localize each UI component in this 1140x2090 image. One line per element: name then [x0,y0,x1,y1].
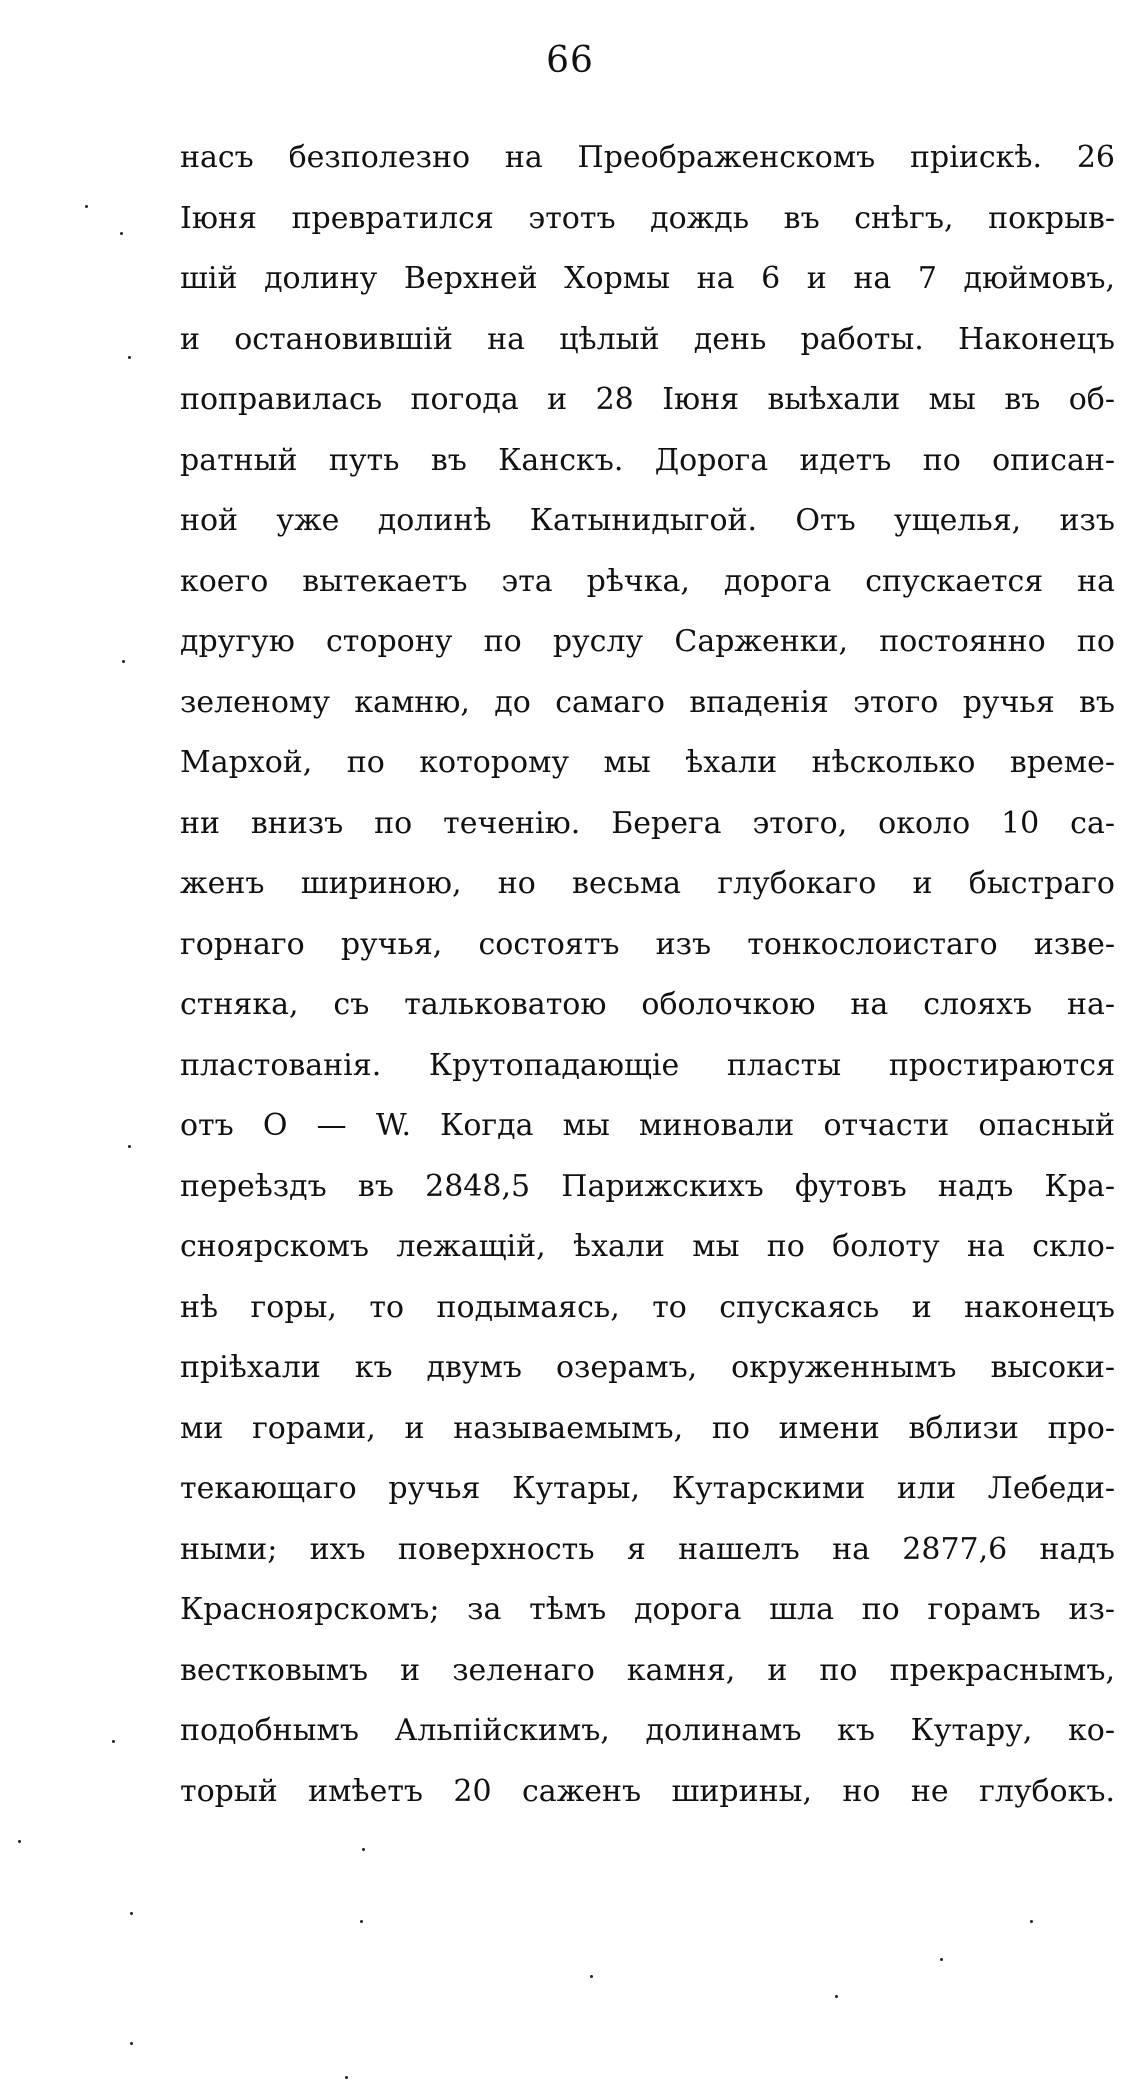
text-line: горнаго ручья, состоятъ изъ тонкослоистаго изве- [180,926,1115,962]
text-line: ратный путь въ Канскъ. Дорога идетъ по описан- [180,442,1115,478]
text-line: текающаго ручья Кутары, Кутарскими или Лебеди- [180,1471,1115,1506]
text-line: ной уже долинѣ Катынидыгой. Отъ ущелья, изъ [180,503,1115,538]
text-line: ни внизъ по теченiю. Берега этого, около 10 са- [180,805,1115,841]
text-line: торый имѣетъ 20 саженъ ширины, но не глубокъ. [180,1773,1115,1809]
scan-speck [940,1958,943,1961]
text-line: поправилась погода и 28 Iюня выѣхали мы въ об- [180,382,1115,417]
scan-speck [18,1840,21,1843]
scan-speck [85,205,88,208]
scan-speck [128,356,131,359]
scan-speck [345,2076,348,2079]
scan-speck [130,2042,133,2045]
text-line: пластованiя. Крутопадающiе пласты простираются [180,1047,1115,1083]
text-line: зеленому камню, до самаго впаденiя этого ручья въ [180,684,1115,720]
scan-speck [360,1920,363,1923]
text-line: Iюня превратился этотъ дождь въ снѣгъ, покрыв- [180,200,1115,236]
text-line: ными; ихъ поверхность я нашелъ на 2877,6 надъ [180,1531,1115,1567]
scan-speck [835,1995,838,1998]
text-line: ми горами, и называемымъ, по имени вблизи про- [180,1410,1115,1446]
text-line: сноярскомъ лежащiй, ѣхали мы по болоту на скло- [180,1229,1115,1264]
text-line: вестковымъ и зеленаго камня, и по прекраснымъ, [180,1652,1115,1688]
page-number: 66 [546,40,594,81]
text-line: отъ O — W. Когда мы миновали отчасти опасный [180,1108,1115,1143]
text-line: насъ безполезно на Преображенскомъ прiискѣ. 26 [180,140,1115,175]
text-line: переѣздъ въ 2848,5 Парижскихъ футовъ надъ Кра- [180,1168,1115,1204]
scan-speck [128,1145,131,1148]
text-line: подобнымъ Альпiйскимъ, долинамъ къ Кутару, ко- [180,1713,1115,1748]
text-line: другую сторону по руслу Сарженки, постоянно по [180,624,1115,659]
scan-speck [1030,1920,1033,1923]
text-line: прiѣхали къ двумъ озерамъ, окруженнымъ высоки- [180,1350,1115,1385]
scan-speck [120,232,123,235]
scan-speck [122,660,125,663]
text-line: стняка, съ тальковатою оболочкою на слояхъ на- [180,987,1115,1022]
body-text [180,128,1115,1822]
text-line: Красноярскомъ; за тѣмъ дорога шла по горамъ из- [180,1592,1115,1627]
scan-speck [112,1740,115,1743]
text-line: шiй долину Верхней Хормы на 6 и на 7 дюймовъ, [180,261,1115,296]
text-line: женъ шириною, но весьма глубокаго и быстраго [180,866,1115,901]
text-line: и остановившiй на цѣлый день работы. Наконецъ [180,321,1115,357]
scan-speck [362,1848,365,1851]
scan-speck [590,1975,593,1978]
text-line: Мархой, по которому мы ѣхали нѣсколько време- [180,745,1115,780]
text-line: коего вытекаетъ эта рѣчка, дорога спускается на [180,563,1115,599]
scan-speck [130,1912,133,1915]
text-line: нѣ горы, то подымаясь, то спускаясь и наконецъ [180,1289,1115,1325]
